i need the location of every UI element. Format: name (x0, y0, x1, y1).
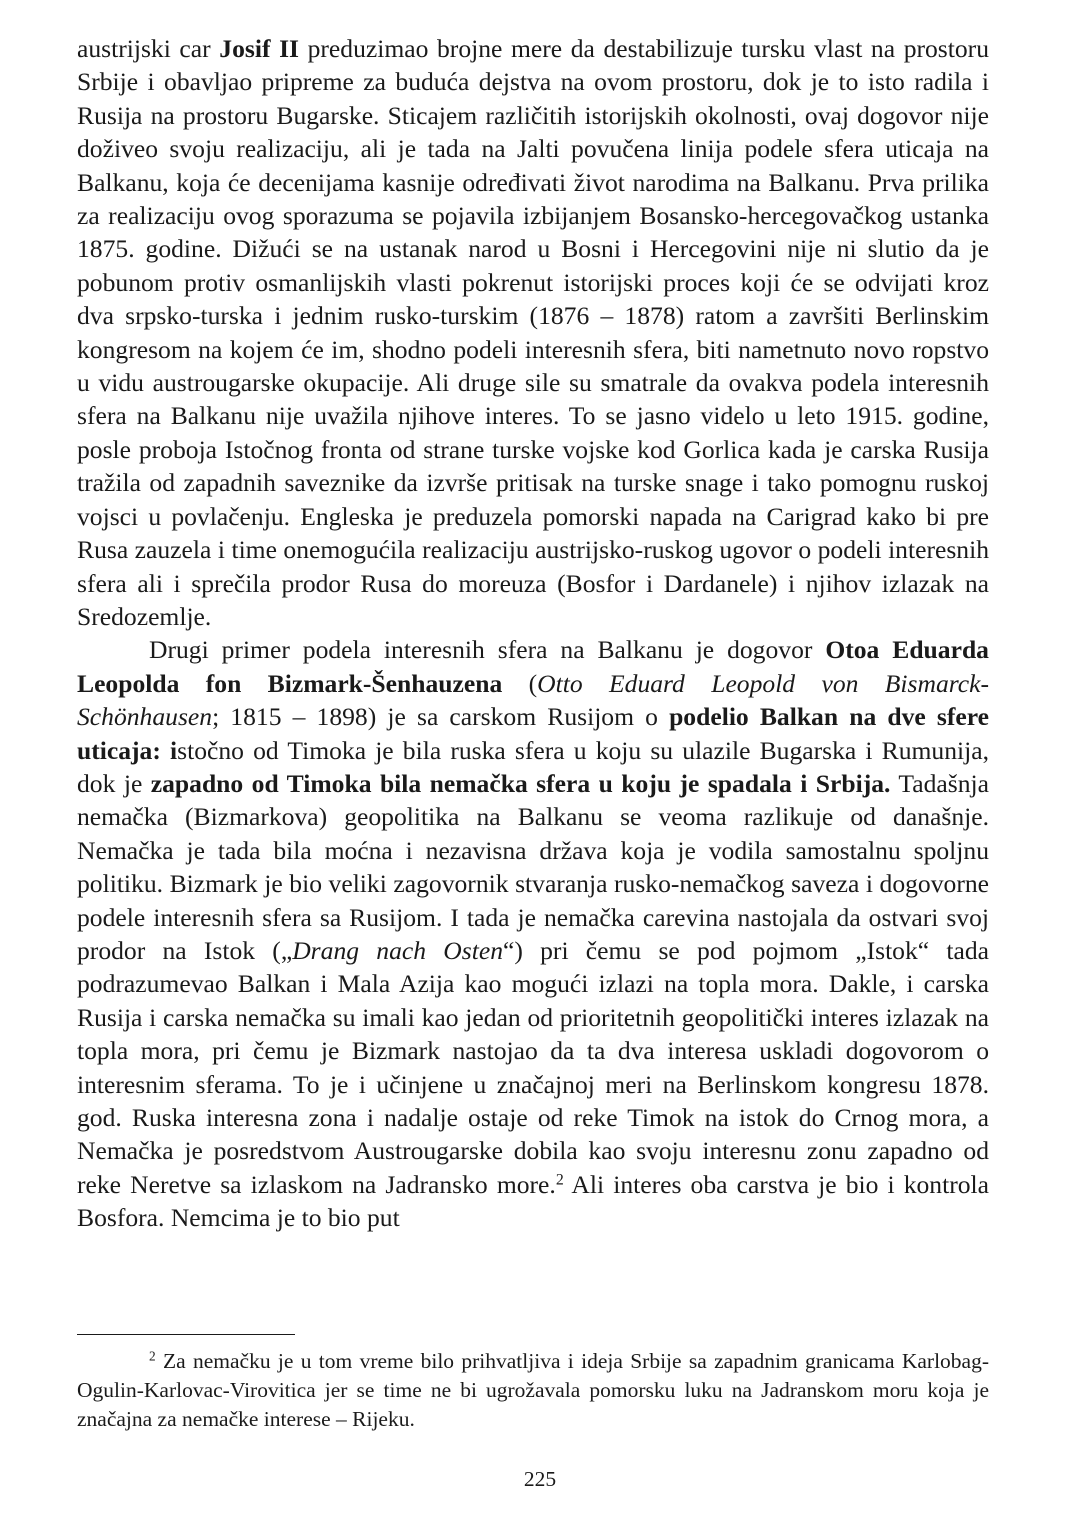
text-run: “) pri čemu se pod pojmom „Istok“ tada podrazumevao Balkan i Mala Azija kao mogući izlazi na topla mora. Dakle, i carska Rusija i carska nemačka su imali kao jedan od prioritetnih geopolitički interes izlazak na topla mora, pri čemu je Bizmark nastojao da ta dva interesa uskladi dogovorom o interesnim sferama. To je i učinjene u značajnoj meri na Berlinskom kongresu 1878. god. Ruska interesna zona i nadalje ostaje od reke Timok na istok do Crnog mora, a Nemačka je posredstvom Austrougarske dobila kao svoju interesnu zonu zapadno od reke Neretve sa izlaskom na Jadransko more. (77, 935, 990, 1199)
text-run: stočno od Timoka je bila ruska sfera u koju su ulazile Bugarska i Rumunija, dok je (77, 735, 989, 798)
paragraph-2 (77, 633, 989, 1234)
italic-run: Otto Eduard Leopold von Bismarck-Schönhausen (77, 668, 990, 732)
footnote-separator (77, 1334, 295, 1335)
text-run: austrijski car (77, 34, 220, 63)
footnote-2 (77, 1347, 989, 1434)
text-run: Tadašnja nemačka (Bizmarkova) geopolitika na Balkanu se veoma razlikuje od današnje. Nemačka je tada bila moćna i nezavisna država koja je vodila samostalnu spoljnu politiku. Bizmark je bio veliki zagovornik stvaranja rusko-nemačkog saveza i dogovorne podele interesnih sfera sa Rusijom. I tada je nemačka carevina nastojala da ostvari svoj prodor na Istok („ (77, 768, 989, 965)
text-run: preduzimao brojne mere da destabilizuje tursku vlast na prostoru Srbije i obavljao pripreme za buduća dejstva na ovom prostoru, dok je to isto radila i Rusija na prostoru Bugarske. Sticajem različitih istorijskih okolnosti, ovaj dogovor nije doživeo svoju realizaciju, ali je tada na Jalti povučena linija podele sfera uticaja na Balkanu, koja će decenijama kasnije određivati život narodima na Balkanu. Prva prilika za realizaciju ovog sporazuma se pojavila izbijanjem Bosansko-hercegovačkog ustanka 1875. godine. Dižući se na ustanak narod u Bosni i Hercegovini nije ni slutio da je pobunom protiv osmanlijskih vlasti pokrenut istorijski proces koji će se odvijati kroz dva srpsko-turska i jednim rusko-turskim (1876 – 1878) ratom a završiti Berlinskim kongresom na kojem će im, shodno podeli interesnih sfera, biti nametnuto novo ropstvo u vidu austrougarske okupacije. Ali druge sile su smatrale da ovakva podela interesnih sfera na Balkanu nije uvažila njihove interes. To se jasno videlo u leto 1915. godine, posle proboja Istočnog fronta od strane turske vojske kod Gorlica kada je carska Rusija tražila od zapadnih saveznike da izvrše pritisak na turske snage i tako pomognu ruskoj vojsci u povlačenju. Engleska je preduzela pomorski napada na Carigrad kako bi pre Rusa zauzela i time onemogućila realizaciju austrijsko-ruskog ugovor o podeli interesnih sfera ali i sprečila prodor Rusa do moreuza (Bosfor i Dardanele) i njihov izlazak na Sredozemlje. (77, 34, 989, 631)
page-number: 225 (523, 1467, 557, 1491)
bold-run: zapadno od Timoka bila nemačka sfera u koju je spadala i Srbija. (150, 768, 891, 798)
italic-run: Drang nach Osten (292, 935, 503, 965)
text-run: ( (502, 668, 538, 698)
bold-run: Josif II (219, 34, 299, 63)
footnote-reference[interactable]: 2 (555, 1171, 564, 1189)
text-run: Drugi primer podela interesnih sfera na Balkanu je dogovor (149, 635, 826, 665)
paragraph-1 (77, 32, 989, 633)
text-run: ; 1815 – 1898) je sa carskom Rusijom o (212, 702, 670, 732)
bold-run: Otoa Eduarda Leopolda fon Bizmark-Šenhauzena (77, 635, 989, 698)
body-text (77, 32, 989, 1235)
bold-run: podelio Balkan na dve sfere uticaja: i (77, 702, 989, 765)
footnote-text: Za nemačku je u tom vreme bilo prihvatljiva i ideja Srbije sa zapadnim granicama Karlobag-Ogulin-Karlovac-Virovitica jer se time ne bi ugrožavala pomorsku luku na Jadranskom moru koja je značajna za nemačke interese – Rijeku. (77, 1349, 989, 1431)
footnote-marker: 2 (149, 1348, 156, 1364)
text-run: Ali interes oba carstva je bio i kontrola Bosfora. Nemcima je to bio put (77, 1169, 990, 1233)
